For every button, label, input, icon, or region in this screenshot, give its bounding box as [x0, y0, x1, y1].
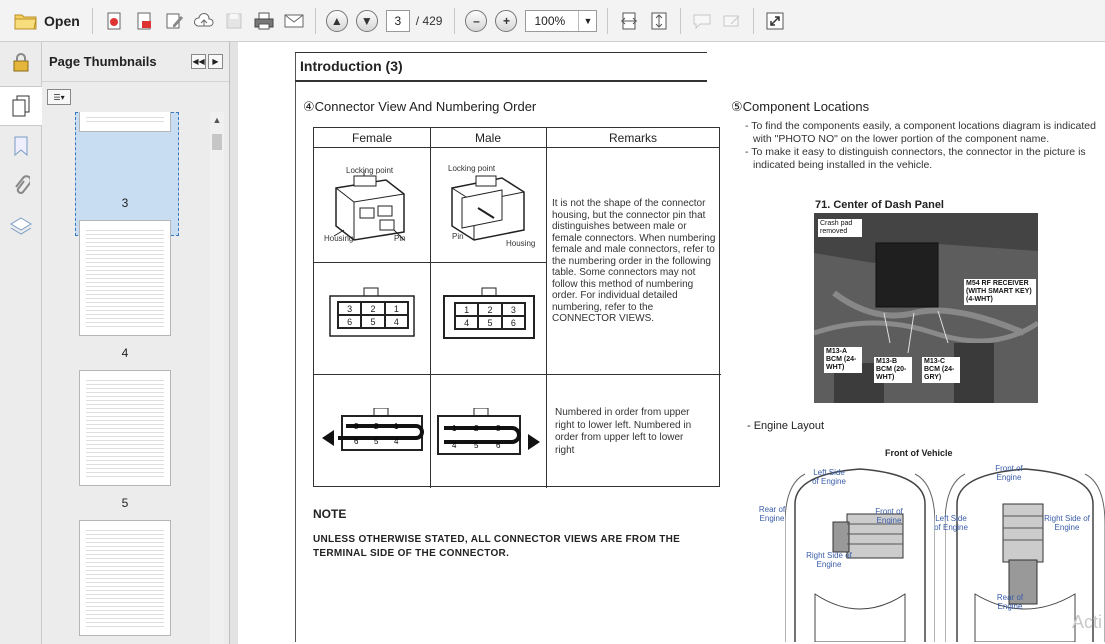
separator: [92, 8, 93, 34]
locking-point-label: Locking point: [346, 166, 394, 175]
pin: 4: [385, 315, 408, 328]
row-divider: [314, 262, 546, 263]
create-pdf-icon[interactable]: [99, 6, 129, 36]
pin-label: Pin: [452, 232, 464, 241]
thumbnail-page-6[interactable]: [79, 520, 171, 636]
svg-text:2: 2: [474, 424, 479, 433]
connector-table: [313, 127, 720, 487]
save-icon[interactable]: [219, 6, 249, 36]
connector-section-title: ④Connector View And Numbering Order: [303, 99, 537, 114]
m13a-label: M13-A BCM (24-WHT): [824, 347, 862, 373]
left-side-label: Left Side of Engine: [812, 468, 846, 486]
front-engine-label: Front of Engine: [995, 464, 1023, 482]
m13b-label: M13-B BCM (20-WHT): [874, 357, 912, 383]
plus-icon: +: [495, 10, 517, 32]
thumbnail-page-4[interactable]: [79, 220, 171, 336]
bookmark-icon: [12, 135, 30, 157]
navigation-rail: [0, 42, 42, 644]
thumbnail-label: 5: [121, 496, 129, 510]
remarks-text-1: It is not the shape of the connector housing, but the connector pin that distinguishes between male or female connectors. When numbering female and male connectors, refer to the numbering order in the following table. Some connectors may not follow this method of numbering order. For individual detailed numbering, refer to the CONNECTOR VIEWS.: [552, 198, 716, 324]
zoom-in-button[interactable]: [491, 6, 521, 36]
pin: 2: [361, 302, 384, 315]
title-rule: [295, 80, 707, 82]
lock-icon[interactable]: [0, 42, 42, 82]
folder-icon: [14, 12, 38, 30]
toolbar: [0, 0, 1105, 42]
housing-label: Housing: [324, 234, 354, 243]
female-order-diagram: [318, 408, 428, 458]
svg-text:1: 1: [452, 424, 457, 433]
female-pin-grid: [337, 301, 409, 329]
page-total: / 429: [415, 13, 443, 28]
attachments-tab[interactable]: [0, 166, 42, 206]
thumbnails-title: Page Thumbnails: [49, 54, 157, 69]
zoom-select[interactable]: [525, 10, 597, 32]
row-divider: [314, 374, 721, 375]
header-remarks: Remarks: [546, 128, 720, 148]
markup-icon[interactable]: [717, 6, 747, 36]
note-title: NOTE: [313, 507, 347, 521]
thumbnails-header: [42, 42, 229, 82]
pin: 5: [478, 316, 501, 329]
page-thumbnails-tab[interactable]: [0, 86, 42, 126]
right-side-label: Right Side of Engine: [1044, 514, 1090, 532]
email-icon[interactable]: [279, 6, 309, 36]
svg-text:6: 6: [496, 441, 501, 450]
document-viewport[interactable]: [238, 42, 1105, 644]
thumbnails-panel: [42, 42, 230, 644]
scrollbar-thumb[interactable]: [212, 134, 222, 150]
svg-text:5: 5: [374, 437, 379, 446]
chevron-down-icon[interactable]: ▼: [578, 11, 596, 31]
zoom-value: 100%: [534, 13, 566, 28]
remarks-text-2: Numbered in order from upper right to lower left. Numbered in order from upper left to lower right: [555, 407, 692, 456]
fit-page-icon[interactable]: [614, 6, 644, 36]
thumbnail-page-3[interactable]: [79, 112, 171, 132]
convert-pdf-icon[interactable]: [129, 6, 159, 36]
thumbnail-scrollbar[interactable]: [210, 112, 224, 644]
separator: [315, 8, 316, 34]
pin: 2: [478, 303, 501, 316]
pin: 3: [338, 302, 361, 315]
left-side-label: Left Side of Engine: [934, 514, 968, 532]
engine-layout-title: - Engine Layout: [747, 420, 825, 432]
svg-text:3: 3: [496, 424, 501, 433]
pin: 5: [361, 315, 384, 328]
locking-point-label: Locking point: [448, 164, 496, 173]
arrow-up-icon: ▲: [326, 10, 348, 32]
header-female: Female: [314, 128, 430, 148]
rear-label: Rear of Engine: [758, 505, 786, 523]
thumbnail-label: 3: [121, 196, 129, 210]
comment-icon[interactable]: [687, 6, 717, 36]
watermark-text: Acti: [1072, 612, 1103, 632]
svg-text:4: 4: [394, 437, 399, 446]
pin: 6: [338, 315, 361, 328]
thumbnail-label: 4: [121, 346, 129, 360]
pin: 1: [455, 303, 478, 316]
svg-text:5: 5: [474, 441, 479, 450]
minus-icon: –: [465, 10, 487, 32]
front-engine-label: Front of Engine: [875, 507, 903, 525]
panel-splitter[interactable]: [230, 42, 238, 644]
edit-icon[interactable]: [159, 6, 189, 36]
expand-panel-button[interactable]: ▶: [208, 54, 223, 69]
arrow-down-icon: ▼: [356, 10, 378, 32]
separator: [680, 8, 681, 34]
collapse-panel-button[interactable]: ◀◀: [191, 54, 206, 69]
m13c-label: M13-C BCM (24-GRY): [922, 357, 960, 383]
right-side-label: Right Side of Engine: [806, 551, 852, 569]
thumbnail-options-button[interactable]: ☰▾: [47, 89, 71, 105]
note-text: UNLESS OTHERWISE STATED, ALL CONNECTOR VIEWS ARE FROM THE TERMINAL SIDE OF THE CONNECTOR.: [313, 534, 681, 559]
thumbnail-page-5[interactable]: [79, 370, 171, 486]
layers-tab[interactable]: [0, 206, 42, 246]
pin-label: Pin: [394, 234, 406, 243]
full-screen-icon[interactable]: [760, 6, 790, 36]
zoom-out-button[interactable]: [461, 6, 491, 36]
print-icon[interactable]: [249, 6, 279, 36]
previous-page-button[interactable]: [322, 6, 352, 36]
svg-text:6: 6: [354, 437, 359, 446]
pages-icon: [10, 94, 32, 118]
dash-panel-photo: [814, 213, 1038, 403]
pdf-page: [295, 52, 1105, 642]
header-male: Male: [430, 128, 546, 148]
next-page-button[interactable]: [352, 6, 382, 36]
front-of-vehicle-label: Front of Vehicle: [885, 448, 953, 458]
col-divider: [430, 128, 431, 488]
component-section-title: ⑤Component Locations: [731, 99, 870, 114]
pin: 3: [502, 303, 525, 316]
page-number-input[interactable]: 3: [386, 10, 410, 32]
housing-label: Housing: [506, 239, 536, 248]
svg-text:1: 1: [394, 422, 399, 431]
photo-title: 71. Center of Dash Panel: [815, 199, 944, 211]
separator: [607, 8, 608, 34]
title-top-rule: [295, 52, 707, 53]
section-title: Introduction (3): [300, 58, 403, 74]
male-pin-grid: [454, 302, 526, 330]
col-divider: [546, 128, 547, 488]
svg-text:2: 2: [374, 422, 379, 431]
rf-receiver-label: M54 RF RECEIVER (WITH SMART KEY) (4-WHT): [964, 279, 1036, 305]
svg-text:3: 3: [354, 422, 359, 431]
open-button[interactable]: Open: [8, 6, 86, 36]
male-order-diagram: [434, 408, 544, 460]
scroll-up-icon[interactable]: ▲: [212, 115, 222, 125]
separator: [454, 8, 455, 34]
svg-text:4: 4: [452, 441, 457, 450]
upload-cloud-icon[interactable]: [189, 6, 219, 36]
bookmarks-tab[interactable]: [0, 126, 42, 166]
page-border: [295, 52, 296, 642]
pin: 1: [385, 302, 408, 315]
bullet-text: - To make it easy to distinguish connectors, the connector in the picture is indicated being installed in the vehicle.: [745, 146, 1086, 171]
pin: 4: [455, 316, 478, 329]
rear-label: Rear of Engine: [996, 593, 1024, 611]
bullet-text: - To find the components easily, a component locations diagram is indicated with "PHOTO NO" on the lower portion of the component name.: [745, 120, 1096, 145]
layers-icon: [9, 216, 33, 236]
component-bullets: [745, 120, 1105, 172]
separator: [753, 8, 754, 34]
paperclip-icon: [12, 175, 30, 197]
fit-width-icon[interactable]: [644, 6, 674, 36]
pin: 6: [502, 316, 525, 329]
crash-pad-label: Crash pad removed: [818, 219, 862, 237]
